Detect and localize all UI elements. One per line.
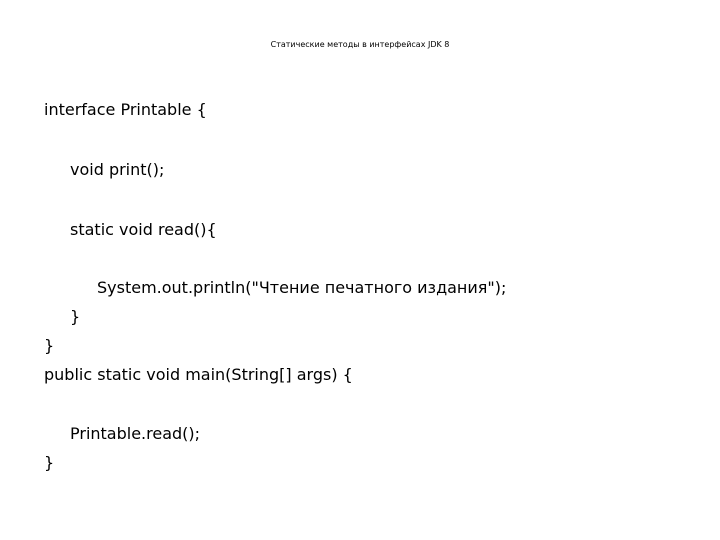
code-line-interface-declaration: interface Printable { (44, 100, 207, 119)
code-line-main-method: public static void main(String[] args) { (44, 365, 353, 384)
slide-title: Статические методы в интерфейсах JDK 8 (270, 40, 450, 49)
code-line-static-read-method: static void read(){ (70, 220, 217, 239)
code-line-println-call: System.out.println("Чтение печатного издания"); (97, 278, 507, 297)
code-line-close-read-brace: } (70, 307, 81, 326)
code-line-read-call: Printable.read(); (70, 424, 201, 443)
code-line-close-interface-brace: } (44, 336, 55, 355)
code-line-print-method: void print(); (70, 160, 165, 179)
code-line-close-main-brace: } (44, 453, 55, 472)
